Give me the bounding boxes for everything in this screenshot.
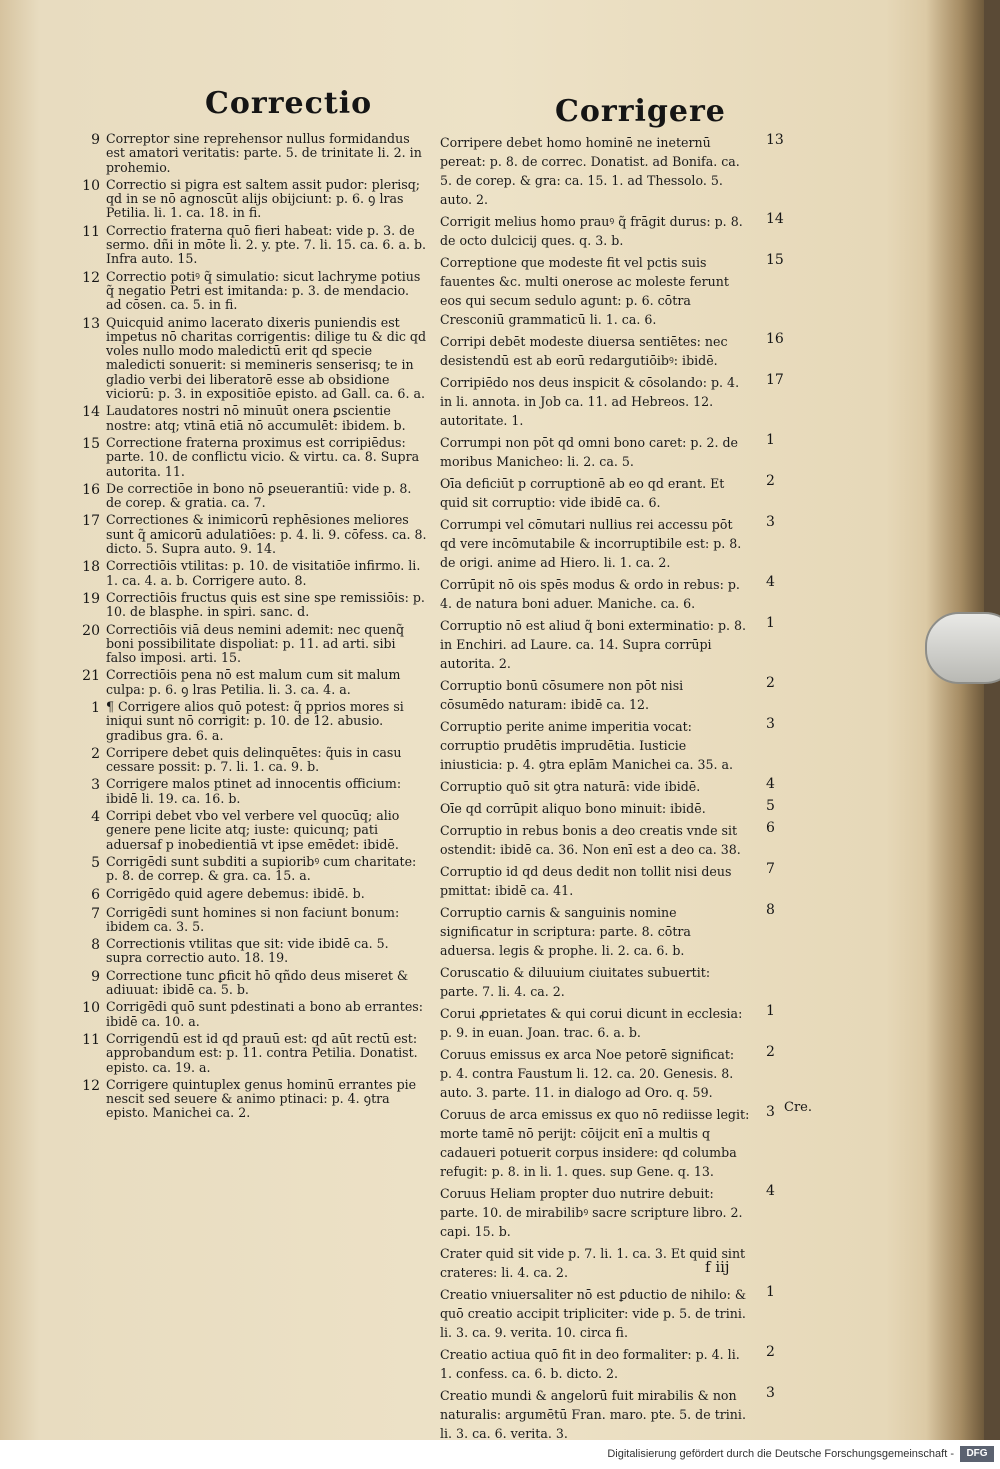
- right-entry: [440, 902, 790, 959]
- entry-number: 9: [91, 968, 100, 985]
- left-entry: [68, 969, 428, 998]
- right-entry: [440, 574, 790, 612]
- right-entry: [440, 132, 790, 208]
- entry-number: 3: [766, 1385, 775, 1401]
- entry-text: Correptione que modeste fit vel pctis suis fauentes &c. multi onerose ac moleste ferunt eos qui secum sedulo agunt: p. 6. cōtra Cresconiū grammaticū li. 1. ca. 6.: [440, 255, 729, 327]
- left-entry: [68, 906, 428, 935]
- right-entry: [440, 372, 790, 429]
- right-entry: [440, 1104, 790, 1180]
- entry-text: Correctione fraterna proximus est corripiēdus: parte. 10. de conflictu vicio. & virtu. ca. 8. Supra autorita. 11.: [106, 434, 420, 479]
- right-entry: [440, 514, 790, 571]
- left-entry: [68, 559, 428, 588]
- entry-text: Corrigendū est id qd prauū est: qd aūt rectū est: approbandum est: p. 11. contra Petilia. Donatist. episto. ca. 19. a.: [106, 1030, 418, 1075]
- entry-text: Corripi debet vbo vel verbere vel quocūq; alio genere pene licite atq; iuste: quicunq; pati aduersaf p inobedientiā vt ipse emēdet: ibidē.: [106, 808, 400, 852]
- right-entry: [440, 615, 790, 672]
- entry-text: Corrigēdi quō sunt pdestinati a bono ab errantes: ibidē ca. 10. a.: [106, 999, 423, 1029]
- entry-number: 3: [766, 514, 775, 530]
- entry-text: Correctio si pigra est saltem assit pudor: plerisq; qd in se nō agnoscūt alijs obijciunt: p. 6. ꝯ lras Petilia. li. 1. ca. 18. in fi.: [106, 176, 421, 221]
- entry-text: Correctio potiꝰ q̃ simulatio: sicut lachryme potius q̃ negatio Petri est imitanda: p. 3. de mendacio. ad cōsen. ca. 5. in fi.: [106, 268, 421, 313]
- entry-number: 1: [766, 1003, 775, 1019]
- entry-text: Correctiōis pena nō est malum cum sit malum culpa: p. 6. ꝯ lras Petilia. li. 3. ca. 4. a.: [106, 667, 401, 697]
- right-entry: [440, 331, 790, 369]
- left-entry: [68, 1032, 428, 1075]
- entry-number: 16: [766, 331, 784, 347]
- entry-text: Corrigit melius homo prauꝰ q̃ frāgit durus: p. 8. de octo dulcicij ques. q. 3. b.: [440, 214, 743, 248]
- right-entry: [440, 776, 790, 795]
- entry-number: 4: [766, 1183, 775, 1199]
- entry-number: 19: [82, 590, 100, 607]
- entry-number: 8: [91, 937, 100, 954]
- left-entry: [68, 591, 428, 620]
- right-entry: [440, 252, 790, 328]
- left-entry: [68, 887, 428, 903]
- entry-number: 17: [766, 372, 784, 388]
- right-entry: [440, 432, 790, 470]
- entry-number: 2: [91, 745, 100, 762]
- entry-number: 18: [82, 559, 100, 576]
- entry-number: 15: [82, 435, 100, 452]
- right-column-heading: Corrigere: [555, 94, 726, 129]
- entry-text: Corripiēdo nos deus inspicit & cōsolando: p. 4. in li. annota. in Job ca. 11. ad Hebreos. 12. autoritate. 1.: [440, 375, 740, 428]
- entry-number: 16: [82, 481, 100, 498]
- entry-text: Correptor sine reprehensor nullus formidandus est amatori veritatis: parte. 5. de trinitate li. 2. in prohemio.: [106, 131, 422, 175]
- entry-number: 21: [82, 668, 100, 685]
- right-entry: [440, 1385, 790, 1440]
- entry-number: 11: [82, 223, 100, 240]
- entry-number: 12: [82, 1077, 100, 1094]
- right-entry: [440, 962, 790, 1000]
- bookmark-tab: [925, 612, 1000, 684]
- entry-text: Oīe qd corrūpit aliquo bono minuit: ibidē.: [440, 801, 706, 816]
- entry-text: Corui ꝓprietates & qui corui dicunt in ecclesia: p. 9. in euan. Joan. trac. 6. a. b.: [440, 1006, 743, 1040]
- entry-number: 1: [91, 699, 100, 716]
- entry-number: 5: [91, 854, 100, 871]
- entry-text: Correctionis vtilitas que sit: vide ibidē ca. 5. supra correctio auto. 18. 19.: [106, 936, 389, 966]
- entry-text: Corruptio perite anime imperitia vocat: corruptio prudētis imprudētia. Iusticie iniusticia: p. 4. ꝯtra eplām Manichei ca. 35. a.: [440, 719, 734, 772]
- right-entry: [440, 675, 790, 713]
- entry-text: Coruus emissus ex arca Noe petorē significat: p. 4. contra Faustum li. 12. ca. 20. Genesis. 8. auto. 3. parte. 11. in dialogo ad Oro. q. 59.: [440, 1047, 735, 1100]
- entry-number: 1: [766, 615, 775, 631]
- left-entry: [68, 482, 428, 511]
- entry-text: Corripi debēt modeste diuersa sentiētes: nec desistendū est ab eorū redargutiōibꝰ: ibidē.: [440, 334, 728, 368]
- entry-number: 9: [91, 132, 100, 148]
- entry-text: Coruus de arca emissus ex quo nō rediisse legit: morte tamē nō perijt: cōijcit enī a multis q cadaueri potuerit corpus insidere: qd columba refugit: p. 8. in li. 1. ques. sup Gene. q. 13.: [440, 1107, 750, 1179]
- footer-bar: [0, 1440, 1000, 1469]
- entry-text: ¶ Corrigere alios quō potest: q̃ pprios mores si iniqui sunt nō corrigit: p. 10. de 12. abusio. gradibus gra. 6. a.: [106, 698, 404, 743]
- entry-number: 3: [91, 777, 100, 794]
- entry-text: Correctiōis viā deus nemini ademit: nec quenq̃ boni possibilitate dispoliat: p. 11. ad arti. sibi falso imposi. arti. 15.: [106, 621, 405, 666]
- entry-text: Corrumpi vel cōmutari nullius rei accessu pōt qd vere incōmutabile & incorruptibile est: p. 8. de origi. anime ad Hiero. li. 1. ca. 2.: [440, 517, 742, 570]
- left-column-heading: Correctio: [205, 86, 373, 121]
- entry-text: Correctiones & inimicorū rephēsiones meliores sunt q̃ amicorū adulatiōes: p. 4. li. 9. cōfess. ca. 8. dicto. 5. Supra auto. 9. 14.: [106, 512, 427, 557]
- entry-number: 8: [766, 902, 775, 918]
- entry-text: Oīa deficiūt p corruptionē ab eo qd erant. Et quid sit corruptio: vide ibidē ca. 6.: [440, 476, 725, 510]
- entry-number: 2: [766, 1044, 775, 1060]
- left-entry: [68, 1078, 428, 1121]
- entry-text: Coruus Heliam propter duo nutrire debuit: parte. 10. de mirabilibꝰ sacre scripture libro. 2. capi. 15. b.: [440, 1186, 743, 1239]
- left-entry: [68, 1000, 428, 1029]
- entry-number: 5: [766, 798, 775, 814]
- left-entry: [68, 404, 428, 433]
- entry-number: 10: [82, 177, 100, 194]
- left-entry: [68, 746, 428, 775]
- right-entry: [440, 1243, 790, 1281]
- catchword: Cre.: [784, 1100, 812, 1115]
- right-column: [440, 132, 790, 1440]
- left-entry: [68, 316, 428, 402]
- left-entry: [68, 436, 428, 479]
- entry-text: Corruptio bonū cōsumere non pōt nisi cōsumēdo naturam: ibidē ca. 12.: [440, 678, 684, 712]
- entry-number: 2: [766, 675, 775, 691]
- right-entry: [440, 1044, 790, 1101]
- entry-number: 3: [766, 716, 775, 732]
- left-entry: [68, 937, 428, 966]
- entry-number: 17: [82, 513, 100, 530]
- entry-text: Corruptio in rebus bonis a deo creatis vnde sit ostendit: ibidē ca. 36. Non enī est a deo ca. 38.: [440, 823, 741, 857]
- entry-text: Creatio mundi & angelorū fuit mirabilis & non naturalis: argumētū Fran. maro. pte. 5. de trini. li. 3. ca. 6. verita. 3.: [440, 1388, 746, 1440]
- left-entry: [68, 132, 428, 175]
- right-entry: [440, 1284, 790, 1341]
- entry-text: Corruptio id qd deus dedit non tollit nisi deus pmittat: ibidē ca. 41.: [440, 864, 732, 898]
- entry-text: Corrigere malos ptinet ad innocentis officium: ibidē li. 19. ca. 16. b.: [106, 776, 402, 806]
- signature-mark: f iij: [705, 1258, 730, 1276]
- entry-number: 7: [91, 905, 100, 922]
- entry-number: 13: [766, 132, 784, 148]
- left-column: [68, 132, 428, 1124]
- entry-text: Corruptio nō est aliud q̃ boni exterminatio: p. 8. in Enchiri. ad Laure. ca. 14. Supra corrūpi autorita. 2.: [440, 618, 747, 671]
- entry-number: 14: [766, 211, 784, 227]
- right-entry: [440, 861, 790, 899]
- entry-text: Corruptio quō sit ꝯtra naturā: vide ibidē.: [440, 779, 701, 794]
- entry-text: Creatio actiua quō fit in deo formaliter: p. 4. li. 1. confess. ca. 6. b. dicto. 2.: [440, 1347, 740, 1381]
- right-entry: [440, 798, 790, 817]
- entry-number: 12: [82, 269, 100, 286]
- left-entry: [68, 777, 428, 806]
- entry-text: Crater quid sit vide p. 7. li. 1. ca. 3. Et quid sint crateres: li. 4. ca. 2.: [440, 1246, 746, 1280]
- right-entry: [440, 820, 790, 858]
- entry-number: 4: [766, 776, 775, 792]
- entry-number: 15: [766, 252, 784, 268]
- right-entry: [440, 473, 790, 511]
- entry-number: 4: [91, 809, 100, 826]
- entry-text: Corrūpit nō ois spēs modus & ordo in rebus: p. 4. de natura boni aduer. Maniche. ca. 6.: [440, 577, 740, 611]
- entry-number: 6: [766, 820, 775, 836]
- entry-text: Creatio vniuersaliter nō est ꝑductio de nihilo: & quō creatio accipit tripliciter: vide p. 5. de trini. li. 3. ca. 9. verita. 10. circa fi.: [440, 1287, 747, 1340]
- right-entry: [440, 1344, 790, 1382]
- left-entry: [68, 809, 428, 852]
- entry-number: 2: [766, 473, 775, 489]
- entry-number: 10: [82, 1000, 100, 1017]
- entry-text: Coruscatio & diluuium ciuitates subuertit: parte. 7. li. 4. ca. 2.: [440, 965, 711, 999]
- entry-number: 4: [766, 574, 775, 590]
- entry-text: De correctiōe in bono nō ꝑseuerantiū: vide p. 8. de corep. & gratia. ca. 7.: [106, 480, 412, 511]
- dfg-logo: DFG: [960, 1446, 994, 1462]
- right-entry: [440, 1003, 790, 1041]
- entry-text: Corrumpi non pōt qd omni bono caret: p. 2. de moribus Manicheo: li. 2. ca. 5.: [440, 435, 738, 469]
- entry-text: Corrigēdi sunt subditi a supioribꝰ cum charitate: p. 8. de correp. & gra. ca. 15. a.: [106, 853, 417, 884]
- entry-text: Corrigēdi sunt homines si non faciunt bonum: ibidem ca. 3. 5.: [106, 904, 400, 934]
- left-entry: [68, 855, 428, 884]
- footer-credit: Digitalisierung gefördert durch die Deutsche Forschungsgemeinschaft -: [607, 1448, 954, 1460]
- page-gutter: [926, 0, 984, 1440]
- entry-text: Corrigēdo quid agere debemus: ibidē. b.: [106, 885, 365, 901]
- entry-number: 7: [766, 861, 775, 877]
- entry-number: 13: [82, 315, 100, 332]
- left-entry: [68, 623, 428, 666]
- right-entry: [440, 211, 790, 249]
- left-entry: [68, 513, 428, 556]
- entry-number: 1: [766, 1284, 775, 1300]
- left-entry: [68, 700, 428, 743]
- right-entry: [440, 1183, 790, 1240]
- left-entry: [68, 270, 428, 313]
- entry-number: 2: [766, 1344, 775, 1360]
- entry-number: 14: [82, 404, 100, 421]
- left-entry: [68, 668, 428, 697]
- entry-text: Corripere debet quis delinquētes: q̃uis in casu cessare possit: p. 7. li. 1. ca. 9. b.: [106, 744, 402, 775]
- left-entry: [68, 178, 428, 221]
- entry-text: Correctiōis vtilitas: p. 10. de visitatiōe infirmo. li. 1. ca. 4. a. b. Corrigere auto. 8.: [106, 558, 421, 588]
- entry-text: Corrigere quintuplex genus hominū errantes pie nescit sed seuere & animo ptinaci: p. 4. ꝯtra episto. Manichei ca. 2.: [106, 1076, 417, 1121]
- entry-number: 11: [82, 1031, 100, 1048]
- entry-text: Correctiōis fructus quis est sine spe remissiōis: p. 10. de blasphe. in spiri. sanc. d.: [106, 589, 425, 620]
- entry-number: 6: [91, 886, 100, 903]
- entry-text: Correctione tunc ꝑficit hō qñdo deus miseret & adiuuat: ibidē ca. 5. b.: [106, 967, 409, 998]
- entry-text: Quicquid animo lacerato dixeris puniendis est impetus nō charitas corrigentis: dilige tu & dic qd voles nullo modo maledictū erit qd specie maledicti sonuerit: si memineris senserisq; te in gladio verbi dei liberatorē esse ab obsidione viciorū: p. 3. in expositiōe episto. ad Gall. ca. 6. a.: [106, 314, 427, 402]
- entry-text: Correctio fraterna quō fieri habeat: vide p. 3. de sermo. dñi in mōte li. 2. y. pte. 7. li. 15. ca. 6. a. b. Infra auto. 15.: [106, 222, 427, 267]
- entry-number: 20: [82, 622, 100, 639]
- entry-text: Corruptio carnis & sanguinis nomine significatur in scriptura: parte. 8. cōtra aduersa. legis & prophe. li. 2. ca. 6. b.: [440, 905, 691, 958]
- entry-number: 3: [766, 1104, 775, 1120]
- entry-number: 1: [766, 432, 775, 448]
- entry-text: Corripere debet homo hominē ne ineternū pereat: p. 8. de correc. Donatist. ad Bonifa. ca. 5. de corep. & gra: ca. 15. 1. ad Thessolo. 5. auto. 2.: [440, 135, 740, 207]
- entry-text: Laudatores nostri nō minuūt onera ꝑscientie nostre: atq; vtinā etiā nō accumulēt: ibidem. b.: [106, 403, 406, 433]
- right-entry: [440, 716, 790, 773]
- left-entry: [68, 224, 428, 267]
